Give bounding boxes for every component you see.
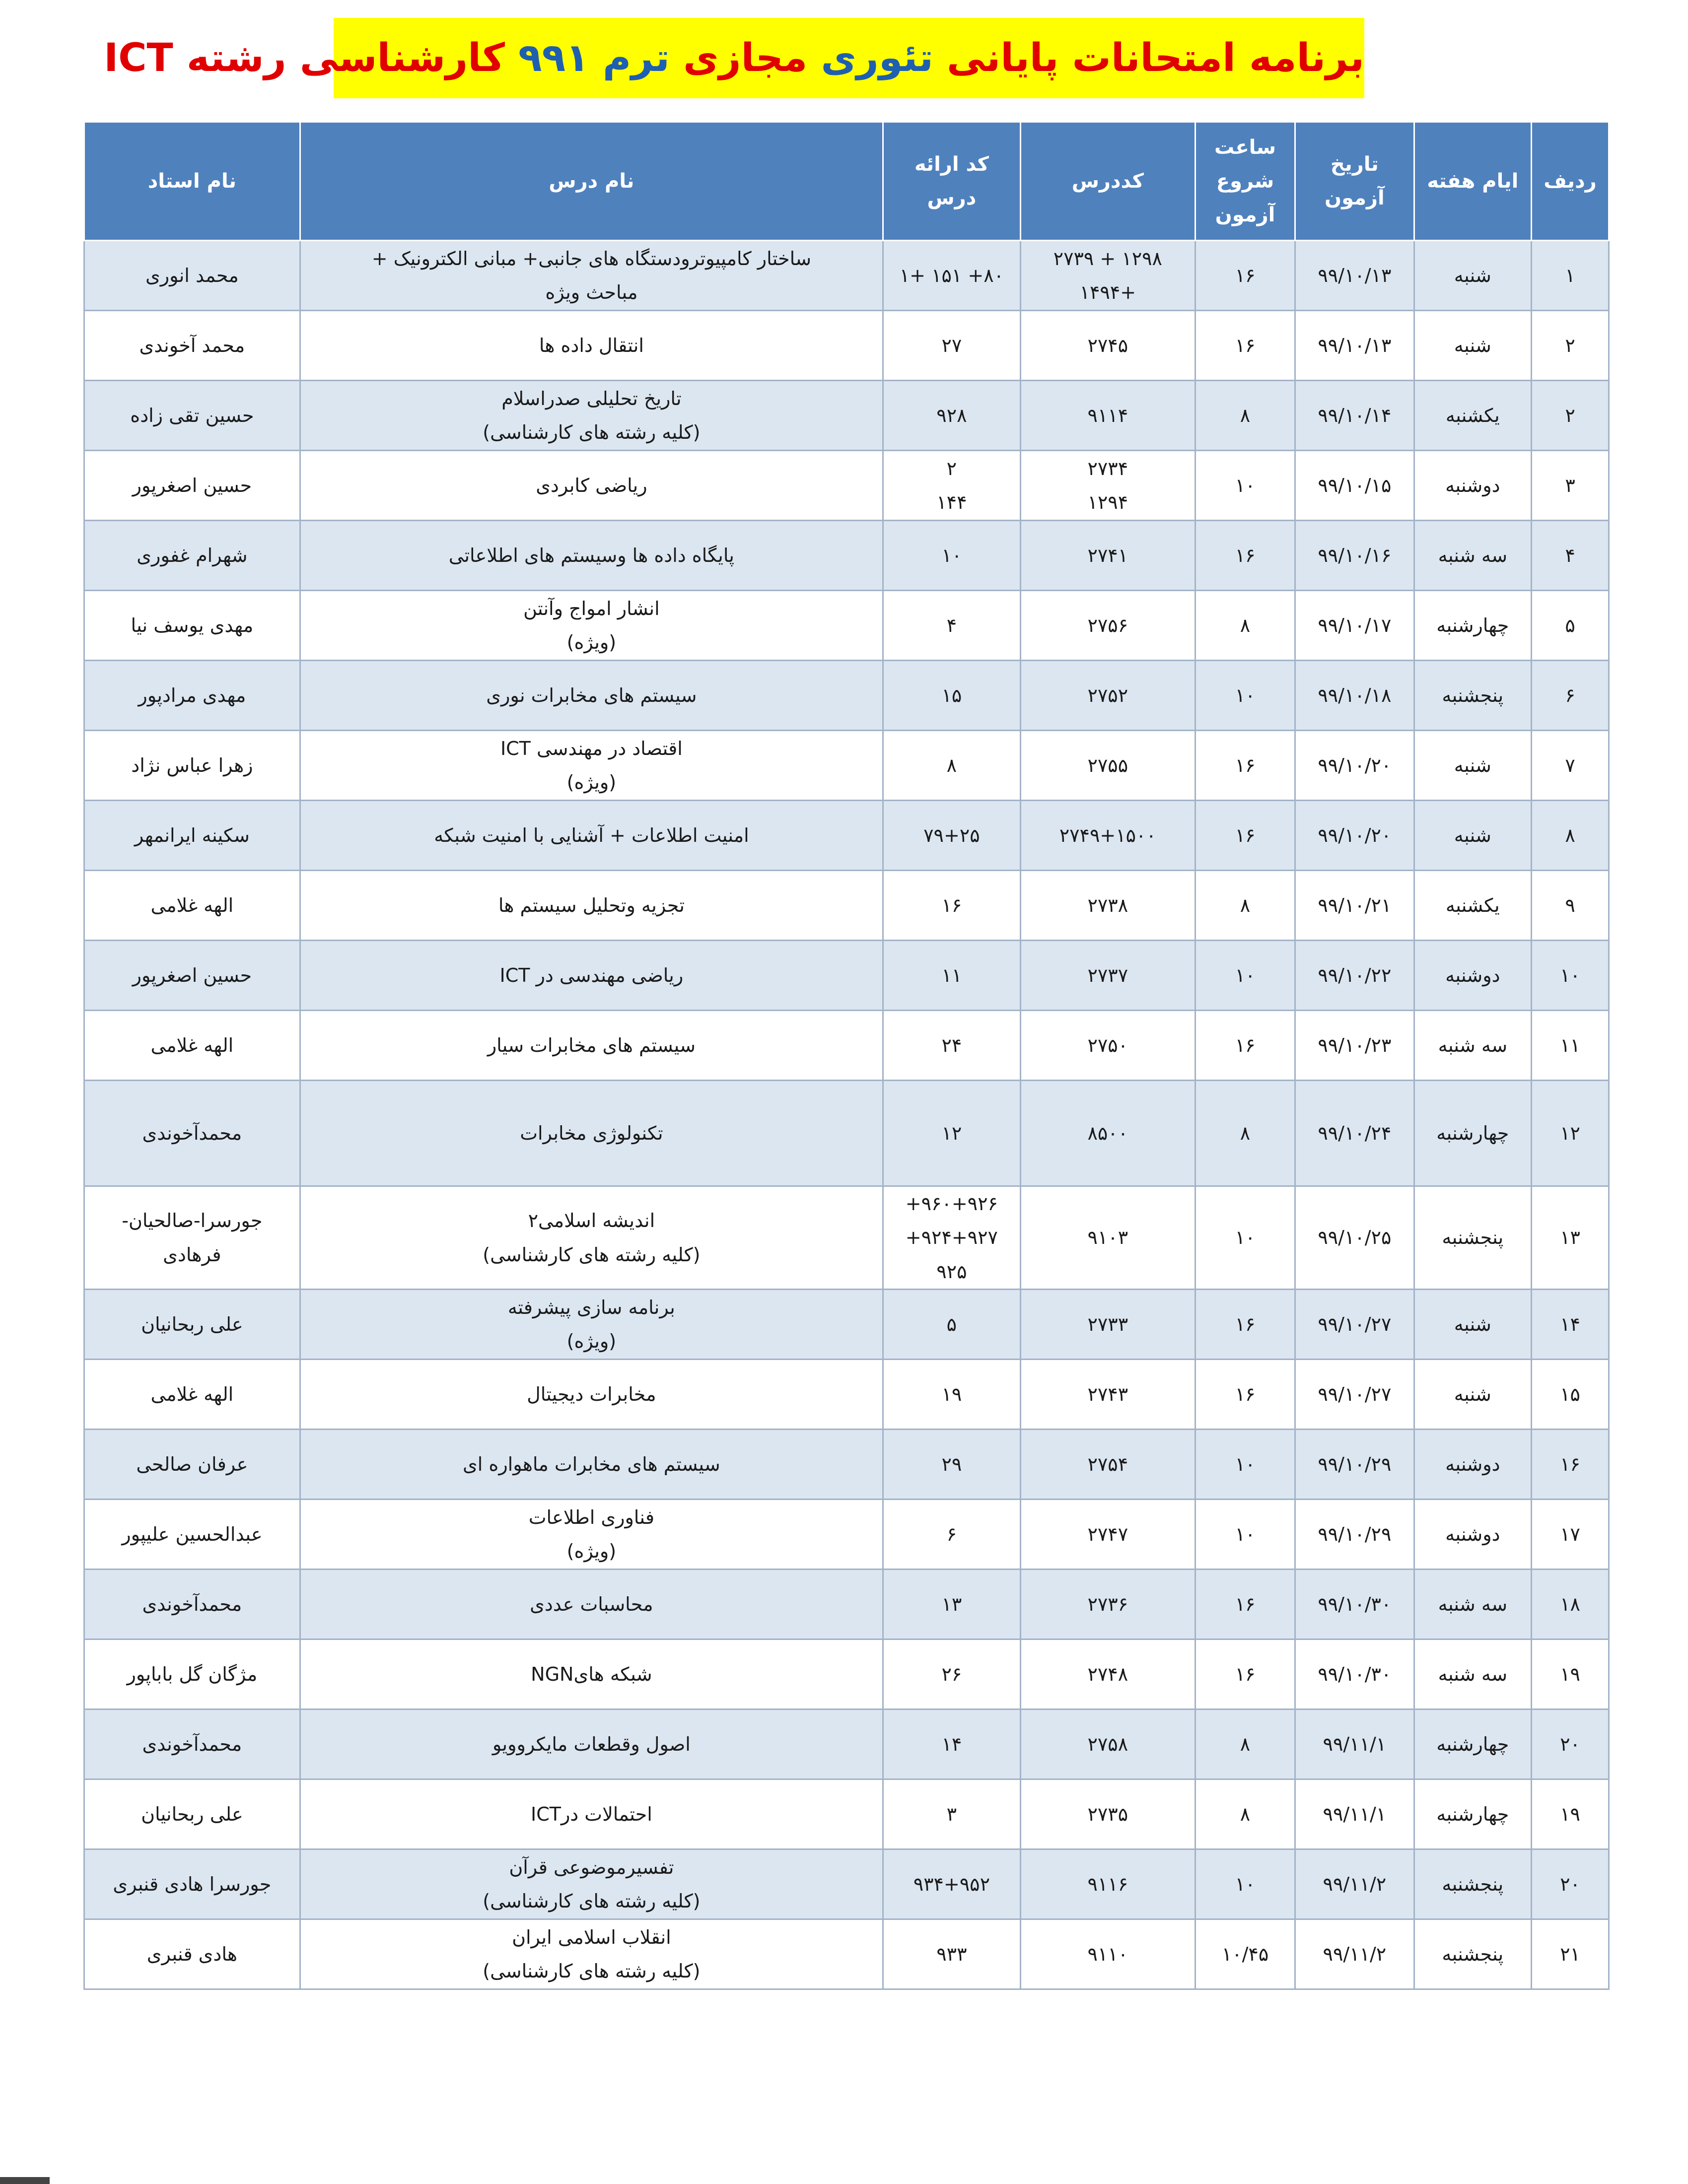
table-row <box>84 591 1609 661</box>
course-name-cell: اقتصاد در مهندسی ICT (ویژه) <box>300 731 883 801</box>
teacher-name-cell: عرفان صالحی <box>84 1430 300 1500</box>
teacher-name-cell: محمدآخوندی <box>84 1081 300 1186</box>
teacher-name-cell: زهرا عباس نژاد <box>84 731 300 801</box>
start-time-cell: ۱۰ <box>1195 1430 1295 1500</box>
start-time-cell: ۱۶ <box>1195 521 1295 591</box>
row-number-cell: ۱۹ <box>1532 1779 1609 1849</box>
start-time-cell: ۱۶ <box>1195 1360 1295 1430</box>
row-number-cell: ۱۳ <box>1532 1186 1609 1290</box>
weekday-cell: دوشنبه <box>1414 1430 1531 1500</box>
teacher-name-cell: محمدآخوندی <box>84 1709 300 1779</box>
offer-code-cell: ۲۴ <box>883 1011 1021 1081</box>
start-time-cell: ۱۶ <box>1195 731 1295 801</box>
start-time-cell: ۱۰ <box>1195 941 1295 1011</box>
exam-schedule-table <box>83 121 1610 1990</box>
table-row <box>84 1186 1609 1290</box>
row-number-cell: ۲۱ <box>1532 1919 1609 1989</box>
course-name-cell: ریاضی کابردی <box>300 451 883 521</box>
course-name-cell: فناوری اطلاعات (ویژه) <box>300 1500 883 1570</box>
start-time-cell: ۱۰ <box>1195 1849 1295 1919</box>
course-code-cell: ۹۱۱۰ <box>1020 1919 1195 1989</box>
offer-code-cell: ۸ <box>883 731 1021 801</box>
offer-code-cell: ۵ <box>883 1290 1021 1360</box>
course-code-cell: ۲۷۵۰ <box>1020 1011 1195 1081</box>
course-code-cell: ۸۵۰۰ <box>1020 1081 1195 1186</box>
offer-code-cell: ۹۲۸ <box>883 381 1021 451</box>
title-part-5: ۹۹۱ <box>504 36 603 80</box>
exam-date-cell: ۹۹/۱۰/۲۵ <box>1295 1186 1414 1290</box>
row-number-cell: ۱۲ <box>1532 1081 1609 1186</box>
exam-date-cell: ۹۹/۱۰/۳۰ <box>1295 1639 1414 1709</box>
teacher-name-cell: علی ربحانیان <box>84 1779 300 1849</box>
exam-date-cell: ۹۹/۱۱/۲ <box>1295 1919 1414 1989</box>
course-code-cell: ۲۷۴۳ <box>1020 1360 1195 1430</box>
table-row <box>84 1081 1609 1186</box>
teacher-name-cell: محمد آخوندی <box>84 311 300 381</box>
row-number-cell: ۱۴ <box>1532 1290 1609 1360</box>
course-code-cell: ۲۷۵۲ <box>1020 661 1195 731</box>
offer-code-cell: ۹۳۳ <box>883 1919 1021 1989</box>
course-code-cell: ۲۷۳۳ <box>1020 1290 1195 1360</box>
exam-date-cell: ۹۹/۱۰/۱۳ <box>1295 241 1414 311</box>
course-name-cell: پایگاه داده ها وسیستم های اطلاعاتی <box>300 521 883 591</box>
row-number-cell: ۹ <box>1532 871 1609 941</box>
weekday-cell: یکشنبه <box>1414 381 1531 451</box>
weekday-cell: پنجشنبه <box>1414 1849 1531 1919</box>
start-time-cell: ۸ <box>1195 1081 1295 1186</box>
course-code-cell: ۲۷۴۱ <box>1020 521 1195 591</box>
weekday-cell: شنبه <box>1414 731 1531 801</box>
course-code-cell: ۲۷۵۴ <box>1020 1430 1195 1500</box>
weekday-cell: سه شنبه <box>1414 1570 1531 1639</box>
weekday-cell: شنبه <box>1414 311 1531 381</box>
course-name-cell: محاسبات عددی <box>300 1570 883 1639</box>
course-name-cell: انتقال داده ها <box>300 311 883 381</box>
weekday-cell: چهارشنبه <box>1414 1779 1531 1849</box>
weekday-cell: چهارشنبه <box>1414 1709 1531 1779</box>
header-course-name: نام درس <box>300 122 883 241</box>
offer-code-cell: ۱۹ <box>883 1360 1021 1430</box>
table-row <box>84 941 1609 1011</box>
table-row <box>84 1779 1609 1849</box>
weekday-cell: دوشنبه <box>1414 1500 1531 1570</box>
course-name-cell: امنیت اطلاعات + آشنایی با امنیت شبکه <box>300 801 883 871</box>
start-time-cell: ۱۶ <box>1195 801 1295 871</box>
row-number-cell: ۲۰ <box>1532 1709 1609 1779</box>
start-time-cell: ۱۰ <box>1195 661 1295 731</box>
course-name-cell: مخابرات دیجیتال <box>300 1360 883 1430</box>
teacher-name-cell: حسین اصغرپور <box>84 941 300 1011</box>
row-number-cell: ۱۵ <box>1532 1360 1609 1430</box>
course-name-cell: تکنولوژی مخابرات <box>300 1081 883 1186</box>
teacher-name-cell: سکینه ایرانمهر <box>84 801 300 871</box>
row-number-cell: ۵ <box>1532 591 1609 661</box>
exam-date-cell: ۹۹/۱۰/۲۱ <box>1295 871 1414 941</box>
offer-code-cell: ۷۹+۲۵ <box>883 801 1021 871</box>
weekday-cell: چهارشنبه <box>1414 591 1531 661</box>
start-time-cell: ۱۶ <box>1195 311 1295 381</box>
header-row-number: ردیف <box>1532 122 1609 241</box>
start-time-cell: ۱۶ <box>1195 1639 1295 1709</box>
course-name-cell: اصول وقطعات مایکروویو <box>300 1709 883 1779</box>
exam-date-cell: ۹۹/۱۱/۲ <box>1295 1849 1414 1919</box>
table-row <box>84 1639 1609 1709</box>
offer-code-cell: ۲ ۱۴۴ <box>883 451 1021 521</box>
teacher-name-cell: علی ربحانیان <box>84 1290 300 1360</box>
course-code-cell: ۲۷۳۶ <box>1020 1570 1195 1639</box>
header-teacher-name: نام استاد <box>84 122 300 241</box>
table-row <box>84 451 1609 521</box>
course-name-cell: سیستم های مخابرات ماهواره ای <box>300 1430 883 1500</box>
course-name-cell: سیستم های مخابرات سیار <box>300 1011 883 1081</box>
table-row <box>84 1709 1609 1779</box>
corner-watermark <box>0 2177 50 2184</box>
table-row <box>84 311 1609 381</box>
course-name-cell: انشار امواج وآنتن (ویژه) <box>300 591 883 661</box>
table-row <box>84 731 1609 801</box>
exam-date-cell: ۹۹/۱۰/۳۰ <box>1295 1570 1414 1639</box>
teacher-name-cell: عبدالحسین علیپور <box>84 1500 300 1570</box>
weekday-cell: سه شنبه <box>1414 521 1531 591</box>
offer-code-cell: ۹۳۴+۹۵۲ <box>883 1849 1021 1919</box>
teacher-name-cell: محمد انوری <box>84 241 300 311</box>
row-number-cell: ۱ <box>1532 241 1609 311</box>
table-row <box>84 801 1609 871</box>
table-row <box>84 1570 1609 1639</box>
course-code-cell: ۲۷۳۴ ۱۲۹۴ <box>1020 451 1195 521</box>
course-code-cell: ۱۲۹۸ + ۲۷۳۹ +۱۴۹۴ <box>1020 241 1195 311</box>
course-name-cell: احتمالات درICT <box>300 1779 883 1849</box>
exam-date-cell: ۹۹/۱۱/۱ <box>1295 1779 1414 1849</box>
exam-date-cell: ۹۹/۱۰/۱۷ <box>1295 591 1414 661</box>
weekday-cell: پنجشنبه <box>1414 1186 1531 1290</box>
course-code-cell: ۲۷۴۸ <box>1020 1639 1195 1709</box>
start-time-cell: ۱۶ <box>1195 1290 1295 1360</box>
row-number-cell: ۲ <box>1532 311 1609 381</box>
row-number-cell: ۷ <box>1532 731 1609 801</box>
weekday-cell: دوشنبه <box>1414 451 1531 521</box>
course-name-cell: سیستم های مخابرات نوری <box>300 661 883 731</box>
weekday-cell: شنبه <box>1414 1290 1531 1360</box>
start-time-cell: ۱۰ <box>1195 1186 1295 1290</box>
page-title <box>104 18 1364 98</box>
exam-date-cell: ۹۹/۱۱/۱ <box>1295 1709 1414 1779</box>
course-code-cell: ۲۷۳۷ <box>1020 941 1195 1011</box>
teacher-name-cell: مهدی یوسف نیا <box>84 591 300 661</box>
row-number-cell: ۱۶ <box>1532 1430 1609 1500</box>
weekday-cell: شنبه <box>1414 241 1531 311</box>
table-row <box>84 1360 1609 1430</box>
start-time-cell: ۸ <box>1195 1779 1295 1849</box>
title-part-3: مجازی <box>669 36 821 80</box>
course-code-cell: ۹۱۰۳ <box>1020 1186 1195 1290</box>
table-row <box>84 1500 1609 1570</box>
table-row <box>84 1849 1609 1919</box>
exam-date-cell: ۹۹/۱۰/۱۴ <box>1295 381 1414 451</box>
offer-code-cell: ۲۶ <box>883 1639 1021 1709</box>
weekday-cell: شنبه <box>1414 801 1531 871</box>
course-name-cell: ساختار کامپیوترودستگاه های جانبی+ مبانی الکترونیک + مباحث ویژه <box>300 241 883 311</box>
row-number-cell: ۸ <box>1532 801 1609 871</box>
start-time-cell: ۱۶ <box>1195 1570 1295 1639</box>
exam-date-cell: ۹۹/۱۰/۱۸ <box>1295 661 1414 731</box>
course-name-cell: اندیشه اسلامی۲ (کلیه رشته های کارشناسی) <box>300 1186 883 1290</box>
table-row <box>84 381 1609 451</box>
course-code-cell: ۲۷۴۵ <box>1020 311 1195 381</box>
offer-code-cell: ۱۱ <box>883 941 1021 1011</box>
exam-date-cell: ۹۹/۱۰/۲۰ <box>1295 801 1414 871</box>
offer-code-cell: ۳ <box>883 1779 1021 1849</box>
offer-code-cell: ۸۰+ ۱۵۱ +۱ <box>883 241 1021 311</box>
table-row <box>84 1919 1609 1989</box>
start-time-cell: ۸ <box>1195 871 1295 941</box>
weekday-cell: شنبه <box>1414 1360 1531 1430</box>
weekday-cell: دوشنبه <box>1414 941 1531 1011</box>
offer-code-cell: ۱۶ <box>883 871 1021 941</box>
row-number-cell: ۱۹ <box>1532 1639 1609 1709</box>
row-number-cell: ۱۷ <box>1532 1500 1609 1570</box>
teacher-name-cell: الهه غلامی <box>84 871 300 941</box>
table-header-row <box>84 122 1609 241</box>
title-part-6: کارشناسی رشته ICT <box>104 36 505 80</box>
weekday-cell: پنجشنبه <box>1414 1919 1531 1989</box>
offer-code-cell: ۱۳ <box>883 1570 1021 1639</box>
course-name-cell: تاریخ تحلیلی صدراسلام (کلیه رشته های کارشناسی) <box>300 381 883 451</box>
start-time-cell: ۸ <box>1195 591 1295 661</box>
offer-code-cell: ۲۹ <box>883 1430 1021 1500</box>
start-time-cell: ۱۰ <box>1195 1500 1295 1570</box>
teacher-name-cell: حسین تقی زاده <box>84 381 300 451</box>
course-code-cell: ۲۷۴۷ <box>1020 1500 1195 1570</box>
offer-code-cell: ۹۶۰+۹۲۶+ ۹۲۴+۹۲۷+ ۹۲۵ <box>883 1186 1021 1290</box>
start-time-cell: ۸ <box>1195 381 1295 451</box>
teacher-name-cell: حسین اصغرپور <box>84 451 300 521</box>
exam-date-cell: ۹۹/۱۰/۲۷ <box>1295 1360 1414 1430</box>
row-number-cell: ۴ <box>1532 521 1609 591</box>
weekday-cell: یکشنبه <box>1414 871 1531 941</box>
exam-date-cell: ۹۹/۱۰/۲۳ <box>1295 1011 1414 1081</box>
table-row <box>84 661 1609 731</box>
offer-code-cell: ۱۰ <box>883 521 1021 591</box>
teacher-name-cell: هادی قنبری <box>84 1919 300 1989</box>
row-number-cell: ۲۰ <box>1532 1849 1609 1919</box>
weekday-cell: سه شنبه <box>1414 1011 1531 1081</box>
teacher-name-cell: الهه غلامی <box>84 1011 300 1081</box>
teacher-name-cell: الهه غلامی <box>84 1360 300 1430</box>
offer-code-cell: ۲۷ <box>883 311 1021 381</box>
course-code-cell: ۲۷۵۸ <box>1020 1709 1195 1779</box>
header-course-code: کددرس <box>1020 122 1195 241</box>
exam-date-cell: ۹۹/۱۰/۲۰ <box>1295 731 1414 801</box>
header-offer-code: کد ارائه درس <box>883 122 1021 241</box>
weekday-cell: پنجشنبه <box>1414 661 1531 731</box>
course-name-cell: برنامه سازی پیشرفته (ویژه) <box>300 1290 883 1360</box>
teacher-name-cell: جورسرا-صالحیان- فرهادی <box>84 1186 300 1290</box>
exam-date-cell: ۹۹/۱۰/۲۴ <box>1295 1081 1414 1186</box>
teacher-name-cell: جورسرا هادی قنبری <box>84 1849 300 1919</box>
course-name-cell: شبکه هایNGN <box>300 1639 883 1709</box>
offer-code-cell: ۱۵ <box>883 661 1021 731</box>
course-code-cell: ۲۷۵۶ <box>1020 591 1195 661</box>
teacher-name-cell: مژگان گل باباپور <box>84 1639 300 1709</box>
header-start-time: ساعت شروع آزمون <box>1195 122 1295 241</box>
table-row <box>84 1011 1609 1081</box>
course-name-cell: انقلاب اسلامی ایران (کلیه رشته های کارشناسی) <box>300 1919 883 1989</box>
start-time-cell: ۱۶ <box>1195 1011 1295 1081</box>
start-time-cell: ۸ <box>1195 1709 1295 1779</box>
title-part-1: برنامه امتحانات پایانی <box>933 36 1364 80</box>
exam-date-cell: ۹۹/۱۰/۲۲ <box>1295 941 1414 1011</box>
offer-code-cell: ۶ <box>883 1500 1021 1570</box>
table-row <box>84 871 1609 941</box>
exam-date-cell: ۹۹/۱۰/۱۵ <box>1295 451 1414 521</box>
course-code-cell: ۲۷۵۵ <box>1020 731 1195 801</box>
table-row <box>84 521 1609 591</box>
header-exam-date: تاریخ آزمون <box>1295 122 1414 241</box>
course-name-cell: ریاضی مهندسی در ICT <box>300 941 883 1011</box>
exam-date-cell: ۹۹/۱۰/۱۳ <box>1295 311 1414 381</box>
course-name-cell: تفسیرموضوعی قرآن (کلیه رشته های کارشناسی) <box>300 1849 883 1919</box>
course-code-cell: ۹۱۱۴ <box>1020 381 1195 451</box>
offer-code-cell: ۱۴ <box>883 1709 1021 1779</box>
teacher-name-cell: محمدآخوندی <box>84 1570 300 1639</box>
row-number-cell: ۱۸ <box>1532 1570 1609 1639</box>
start-time-cell: ۱۰ <box>1195 451 1295 521</box>
offer-code-cell: ۴ <box>883 591 1021 661</box>
teacher-name-cell: شهرام غفوری <box>84 521 300 591</box>
offer-code-cell: ۱۲ <box>883 1081 1021 1186</box>
weekday-cell: چهارشنبه <box>1414 1081 1531 1186</box>
title-part-4: ترم <box>602 36 670 80</box>
header-weekday: ایام هفته <box>1414 122 1531 241</box>
row-number-cell: ۶ <box>1532 661 1609 731</box>
title-part-2: تئوری <box>821 36 933 80</box>
course-name-cell: تجزیه وتحلیل سیستم ها <box>300 871 883 941</box>
course-code-cell: ۲۷۳۸ <box>1020 871 1195 941</box>
row-number-cell: ۱۱ <box>1532 1011 1609 1081</box>
table-row <box>84 1430 1609 1500</box>
row-number-cell: ۲ <box>1532 381 1609 451</box>
start-time-cell: ۱۶ <box>1195 241 1295 311</box>
exam-date-cell: ۹۹/۱۰/۲۷ <box>1295 1290 1414 1360</box>
table-row <box>84 1290 1609 1360</box>
table-body <box>84 241 1609 1989</box>
start-time-cell: ۱۰/۴۵ <box>1195 1919 1295 1989</box>
weekday-cell: سه شنبه <box>1414 1639 1531 1709</box>
course-code-cell: ۹۱۱۶ <box>1020 1849 1195 1919</box>
exam-date-cell: ۹۹/۱۰/۲۹ <box>1295 1430 1414 1500</box>
table-row <box>84 241 1609 311</box>
course-code-cell: ۲۷۳۵ <box>1020 1779 1195 1849</box>
row-number-cell: ۱۰ <box>1532 941 1609 1011</box>
teacher-name-cell: مهدی مرادپور <box>84 661 300 731</box>
course-code-cell: ۲۷۴۹+۱۵۰۰ <box>1020 801 1195 871</box>
exam-date-cell: ۹۹/۱۰/۲۹ <box>1295 1500 1414 1570</box>
row-number-cell: ۳ <box>1532 451 1609 521</box>
exam-date-cell: ۹۹/۱۰/۱۶ <box>1295 521 1414 591</box>
